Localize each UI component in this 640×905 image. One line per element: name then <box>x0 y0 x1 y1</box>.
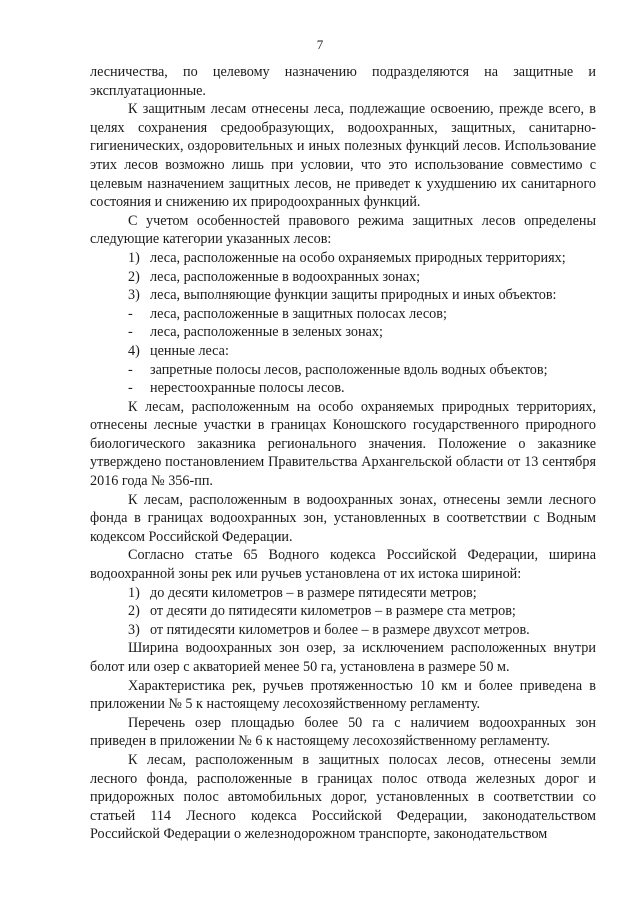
paragraph: Согласно статье 65 Водного кодекса Российской Федерации, ширина водоохранной зоны рек или ручьев установлена от их истока шириной: <box>90 547 596 583</box>
list-item-text: леса, расположенные в водоохранных зонах; <box>150 268 421 285</box>
list-marker: 3) <box>128 287 140 304</box>
list-item-text: до десяти километров – в размере пятидесяти метров; <box>150 584 477 601</box>
list-marker: - <box>128 324 133 341</box>
list-item-text: леса, выполняющие функции защиты природных и иных объектов: <box>150 287 557 304</box>
list-item <box>90 268 596 287</box>
list-marker: 1) <box>128 584 140 601</box>
widths-list <box>90 584 596 640</box>
list-marker: 3) <box>128 621 140 638</box>
list-marker: 2) <box>128 268 140 285</box>
paragraph: К защитным лесам отнесены леса, подлежащие освоению, прежде всего, в целях сохранения средообразующих, водоохранных, защитных, санитарно-гигиенических, оздоровительных и иных полезных функций лесов. Использование этих лесов возможно лишь при условии, что это использование совместимо с целевым назначением защитных лесов, не приведет к ухудшению их санитарного состояния и снижению их природоохранных функций. <box>90 101 596 211</box>
list-item-text: ценные леса: <box>150 342 229 359</box>
list-marker: 1) <box>128 249 140 266</box>
list-item-text: леса, расположенные в защитных полосах лесов; <box>150 305 447 322</box>
list-item <box>90 602 596 621</box>
list-marker: - <box>128 361 133 378</box>
paragraph: К лесам, расположенным на особо охраняемых природных территориях, отнесены лесные участки в границах Коношского государственного природного биологического заказника регионального значения. Положение о заказнике утверждено постановлением Правительства Архангельской области от 13 сентября 2016 года № 356-пп. <box>90 398 596 490</box>
paragraph: лесничества, по целевому назначению подразделяются на защитные и эксплуатационные. <box>90 64 596 99</box>
list-item <box>90 342 596 361</box>
list-marker: - <box>128 305 133 322</box>
list-item <box>90 584 596 603</box>
list-marker: - <box>128 380 133 397</box>
paragraph: К лесам, расположенным в водоохранных зонах, отнесены земли лесного фонда в границах водоохранных зон, установленных в соответствии с Водным кодексом Российской Федерации. <box>90 491 596 545</box>
list-item <box>90 286 596 305</box>
list-item <box>90 621 596 640</box>
paragraph: Характеристика рек, ручьев протяженностью 10 км и более приведена в приложении № 5 к настоящему лесохозяйственному регламенту. <box>90 677 596 713</box>
paragraph: К лесам, расположенным в защитных полосах лесов, отнесены земли лесного фонда, расположенные в границах полос отвода железных дорог и придорожных полос автомобильных дорог, установленных в соответствии со статьей 114 Лесного кодекса Российской Федерации, законодательством Российской Федерации о железнодорожном транспорте, законодательством <box>90 751 596 843</box>
categories-list <box>90 249 596 398</box>
list-item-text: леса, расположенные в зеленых зонах; <box>150 324 383 341</box>
list-item-text: запретные полосы лесов, расположенные вдоль водных объектов; <box>150 361 548 378</box>
paragraph: Перечень озер площадью более 50 га с наличием водоохранных зон приведен в приложении № 6 к настоящему лесохозяйственному регламенту. <box>90 714 596 750</box>
list-marker: 2) <box>128 603 140 620</box>
list-item <box>90 323 596 342</box>
list-item <box>90 361 596 380</box>
list-marker: 4) <box>128 342 140 359</box>
page-number: 7 <box>316 37 324 52</box>
list-item-text: от пятидесяти километров и более – в размере двухсот метров. <box>150 621 530 638</box>
list-item-text: леса, расположенные на особо охраняемых природных территориях; <box>150 249 566 266</box>
paragraph: С учетом особенностей правового режима защитных лесов определены следующие категории указанных лесов: <box>90 212 596 248</box>
list-item <box>90 379 596 398</box>
paragraph: Ширина водоохранных зон озер, за исключением расположенных внутри болот или озер с акваторией менее 50 га, установлена в размере 50 м. <box>90 640 596 675</box>
list-item-text: от десяти до пятидесяти километров – в размере ста метров; <box>150 603 516 620</box>
list-item <box>90 249 596 268</box>
list-item-text: нерестоохранные полосы лесов. <box>150 380 345 397</box>
list-item <box>90 305 596 324</box>
page-body <box>90 63 596 844</box>
